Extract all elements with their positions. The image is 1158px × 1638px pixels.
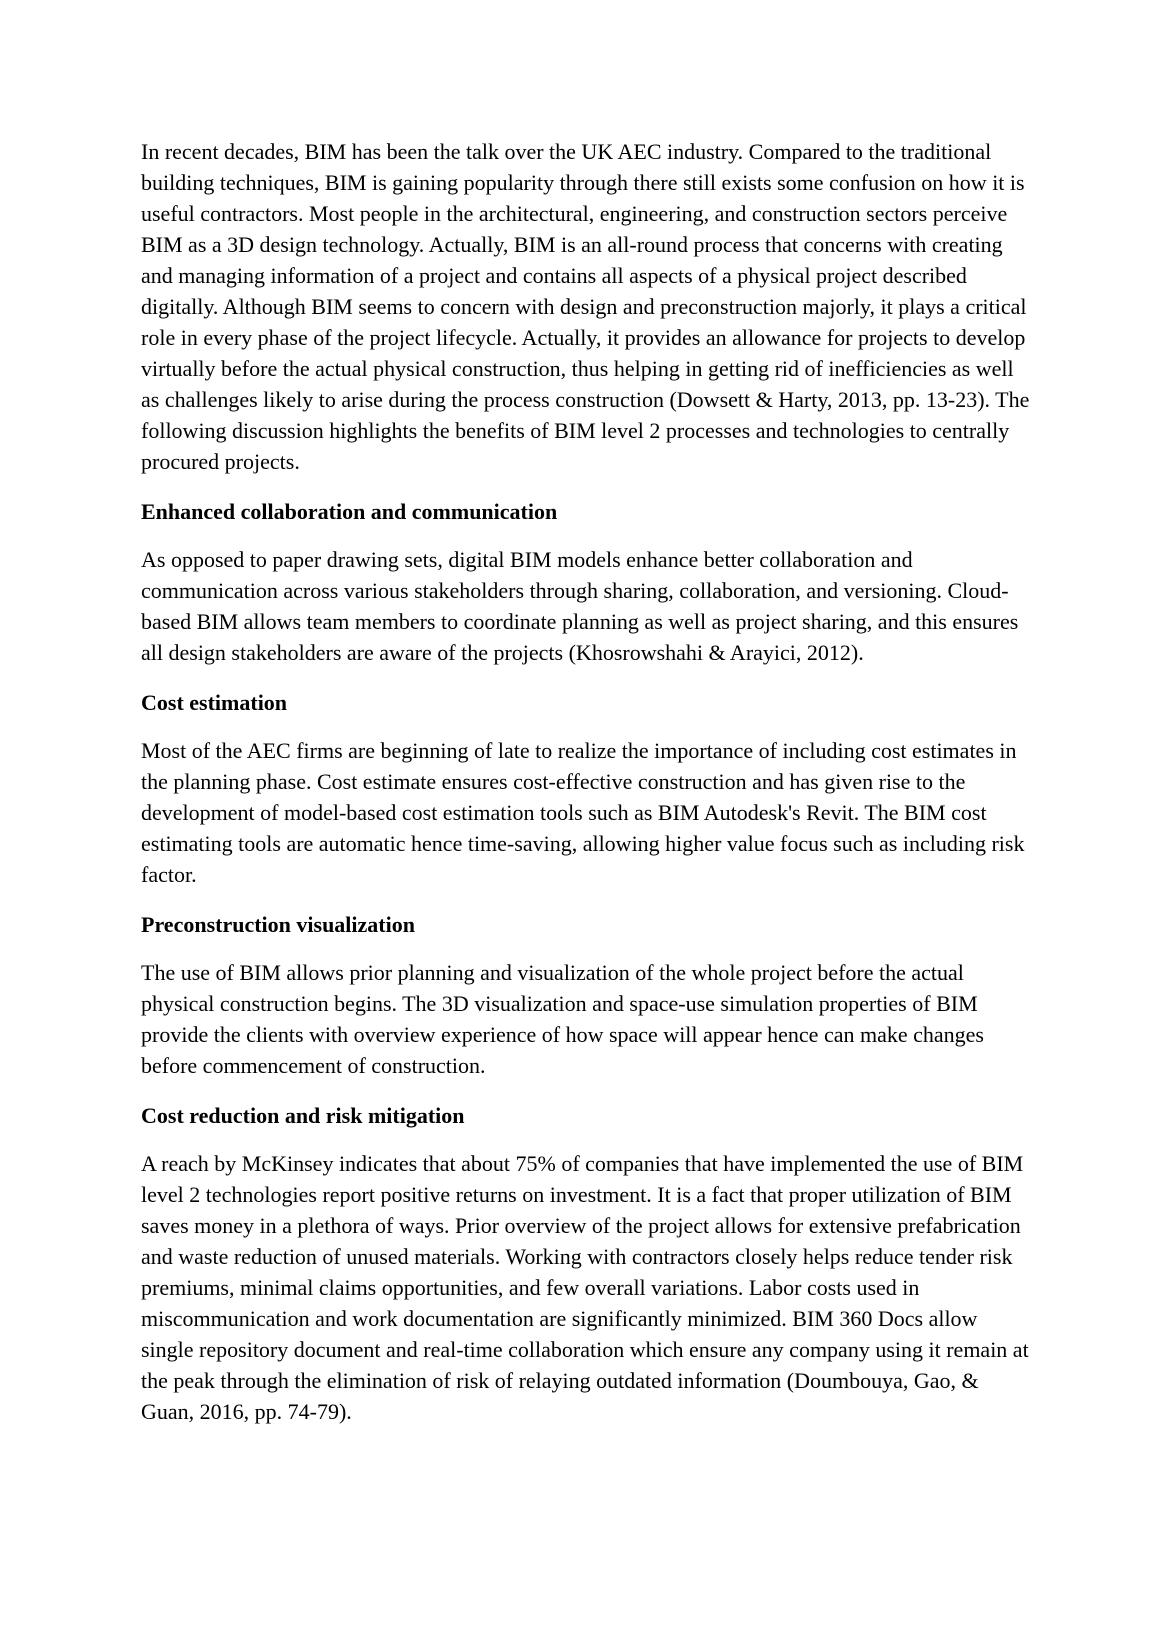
section-heading-cost-reduction: Cost reduction and risk mitigation	[141, 1103, 465, 1128]
document-body	[141, 136, 1031, 1446]
section-heading-cost-estimation: Cost estimation	[141, 690, 288, 715]
section-paragraph-collaboration: As opposed to paper drawing sets, digital BIM models enhance better collaboration and communication across various stakeholders through sharing, collaboration, and versioning. Cloud-based BIM allows team members to coordinate planning as well as project sharing, and this ensures all design stakeholders are aware of the projects (Khosrowshahi & Arayici, 2012).	[141, 547, 1019, 665]
intro-paragraph: In recent decades, BIM has been the talk over the UK AEC industry. Compared to the traditional building techniques, BIM is gaining popularity through there still exists some confusion on how it is useful contractors. Most people in the architectural, engineering, and construction sectors perceive BIM as a 3D design technology. Actually, BIM is an all-round process that concerns with creating and managing information of a project and contains all aspects of a physical project described digitally. Although BIM seems to concern with design and preconstruction majorly, it plays a critical role in every phase of the project lifecycle. Actually, it provides an allowance for projects to develop virtually before the actual physical construction, thus helping in getting rid of inefficiencies as well as challenges likely to arise during the process construction (Dowsett & Harty, 2013, pp. 13-23). The following discussion highlights the benefits of BIM level 2 processes and technologies to centrally procured projects.	[141, 139, 1030, 474]
section-paragraph-visualization: The use of BIM allows prior planning and visualization of the whole project before the actual physical construction begins. The 3D visualization and space-use simulation properties of BIM provide the clients with overview experience of how space will appear hence can make changes before commencement of construction.	[141, 960, 984, 1078]
section-heading-collaboration: Enhanced collaboration and communication	[141, 499, 558, 524]
section-paragraph-cost-reduction: A reach by McKinsey indicates that about 75% of companies that have implemented the use of BIM level 2 technologies report positive returns on investment. It is a fact that proper utilization of BIM saves money in a plethora of ways. Prior overview of the project allows for extensive prefabrication and waste reduction of unused materials. Working with contractors closely helps reduce tender risk premiums, minimal claims opportunities, and few overall variations. Labor costs used in miscommunication and work documentation are significantly minimized. BIM 360 Docs allow single repository document and real-time collaboration which ensure any company using it remain at the peak through the elimination of risk of relaying outdated information (Doumbouya, Gao, & Guan, 2016, pp. 74-79).	[141, 1151, 1029, 1424]
section-heading-visualization: Preconstruction visualization	[141, 912, 415, 937]
section-paragraph-cost-estimation: Most of the AEC firms are beginning of late to realize the importance of including cost estimates in the planning phase. Cost estimate ensures cost-effective construction and has given rise to the development of model-based cost estimation tools such as BIM Autodesk's Revit. The BIM cost estimating tools are automatic hence time-saving, allowing higher value focus such as including risk factor.	[141, 738, 1025, 887]
